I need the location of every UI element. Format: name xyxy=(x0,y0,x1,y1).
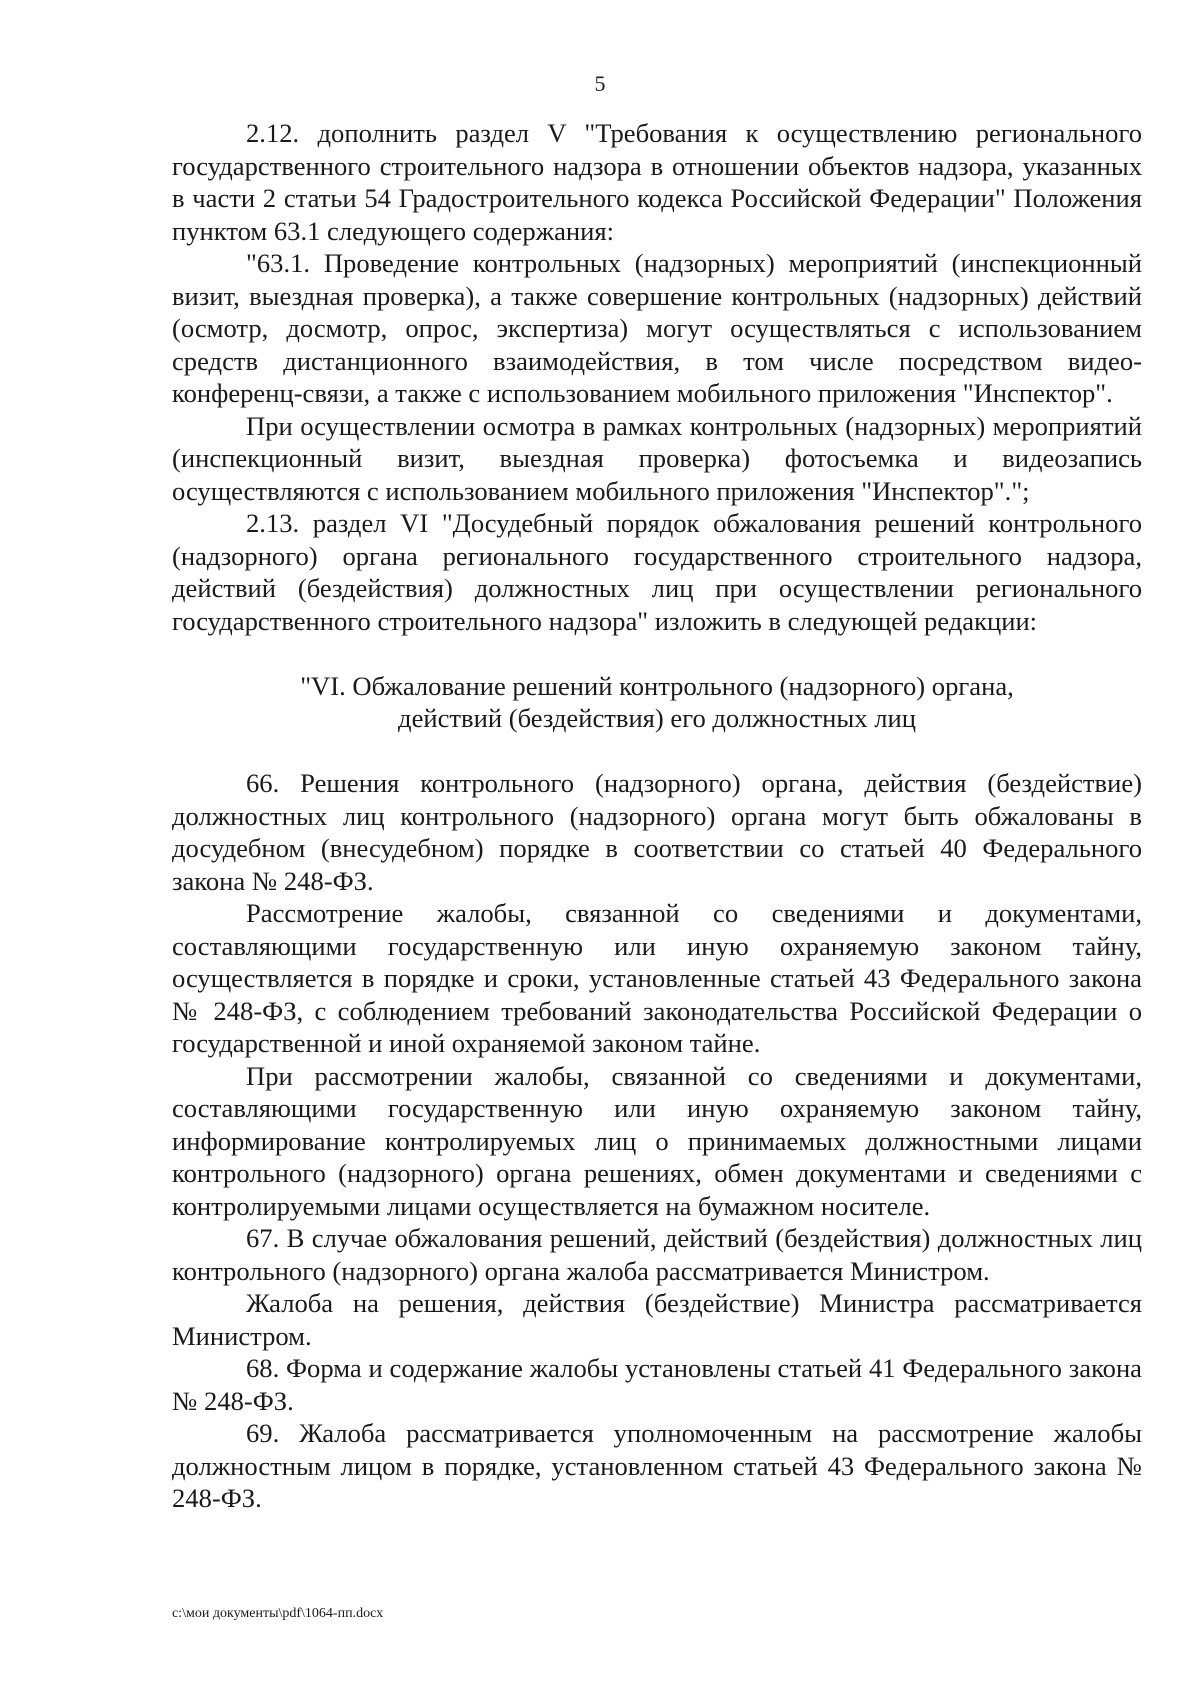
paragraph-69: 69. Жалоба рассматривается уполномоченным на рассмотрение жалобы должностным лицом в порядке, установленном статьей 43 Федерального закона № 248-ФЗ. xyxy=(172,1418,1142,1513)
paragraph-66-secret-review: Рассмотрение жалобы, связанной со сведениями и документами, составляющими государственную или иную охраняемую законом тайну, осуществляется в порядке и сроки, установленные статьей 43 Федерального закона № 248-ФЗ, с соблюдением требований законодательства Российской Федерации о государственной и иной охраняемой законом тайне. xyxy=(172,898,1142,1058)
paragraph-63-1: "63.1. Проведение контрольных (надзорных) мероприятий (инспекционный визит, выездная проверка), а также совершение контрольных (надзорных) действий (осмотр, досмотр, опрос, экспертиза) могут осуществляться с использованием средств дистанционного взаимодействия, в том числе посредством видео-конференц-связи, а также с использованием мобильного приложения "Инспектор". xyxy=(172,248,1142,408)
paragraph-66-paper-exchange: При рассмотрении жалобы, связанной со сведениями и документами, составляющими государственную или иную охраняемую законом тайну, информирование контролируемых лиц о принимаемых должностными лицами контрольного (надзорного) органа решениях, обмен документами и сведениями с контролируемыми лицами осуществляется на бумажном носителе. xyxy=(172,1060,1142,1221)
paragraph-inspection-photo: При осуществлении осмотра в рамках контрольных (надзорных) мероприятий (инспекционный визит, выездная проверка) фотосъемка и видеозапись осуществляются с использованием мобильного приложения "Инспектор"."; xyxy=(172,410,1142,506)
paragraph-67-minister: Жалоба на решения, действия (бездействие) Министра рассматривается Министром. xyxy=(172,1288,1142,1351)
section-heading-line-1: "VI. Обжалование решений контрольного (надзорного) органа, xyxy=(300,670,1014,701)
section-heading-line-2: действий (бездействия) его должностных лиц xyxy=(398,703,916,733)
document-body xyxy=(172,117,1142,1515)
paragraph-67: 67. В случае обжалования решений, действий (бездействия) должностных лиц контрольного (надзорного) органа жалоба рассматривается Министром. xyxy=(172,1223,1142,1286)
paragraph-2-12: 2.12. дополнить раздел V "Требования к осуществлению регионального государственного строительного надзора в отношении объектов надзора, указанных в части 2 статьи 54 Градостроительного кодекса Российской Федерации" Положения пунктом 63.1 следующего содержания: xyxy=(172,118,1142,246)
paragraph-66: 66. Решения контрольного (надзорного) органа, действия (бездействие) должностных лиц контрольного (надзорного) органа могут быть обжалованы в досудебном (внесудебном) порядке в соответствии со статьей 40 Федерального закона № 248-ФЗ. xyxy=(172,768,1142,896)
paragraph-68: 68. Форма и содержание жалобы установлены статьей 41 Федерального закона № 248-ФЗ. xyxy=(172,1353,1142,1416)
footer-file-path: c:\мои документы\pdf\1064-пп.docx xyxy=(172,1606,384,1621)
paragraph-2-13: 2.13. раздел VI "Досудебный порядок обжалования решений контрольного (надзорного) органа регионального государственного строительного надзора, действий (бездействия) должностных лиц при осуществлении регионального государственного строительного надзора" изложить в следующей редакции: xyxy=(172,508,1142,636)
page-number: 5 xyxy=(594,71,606,96)
section-heading xyxy=(172,670,1142,735)
